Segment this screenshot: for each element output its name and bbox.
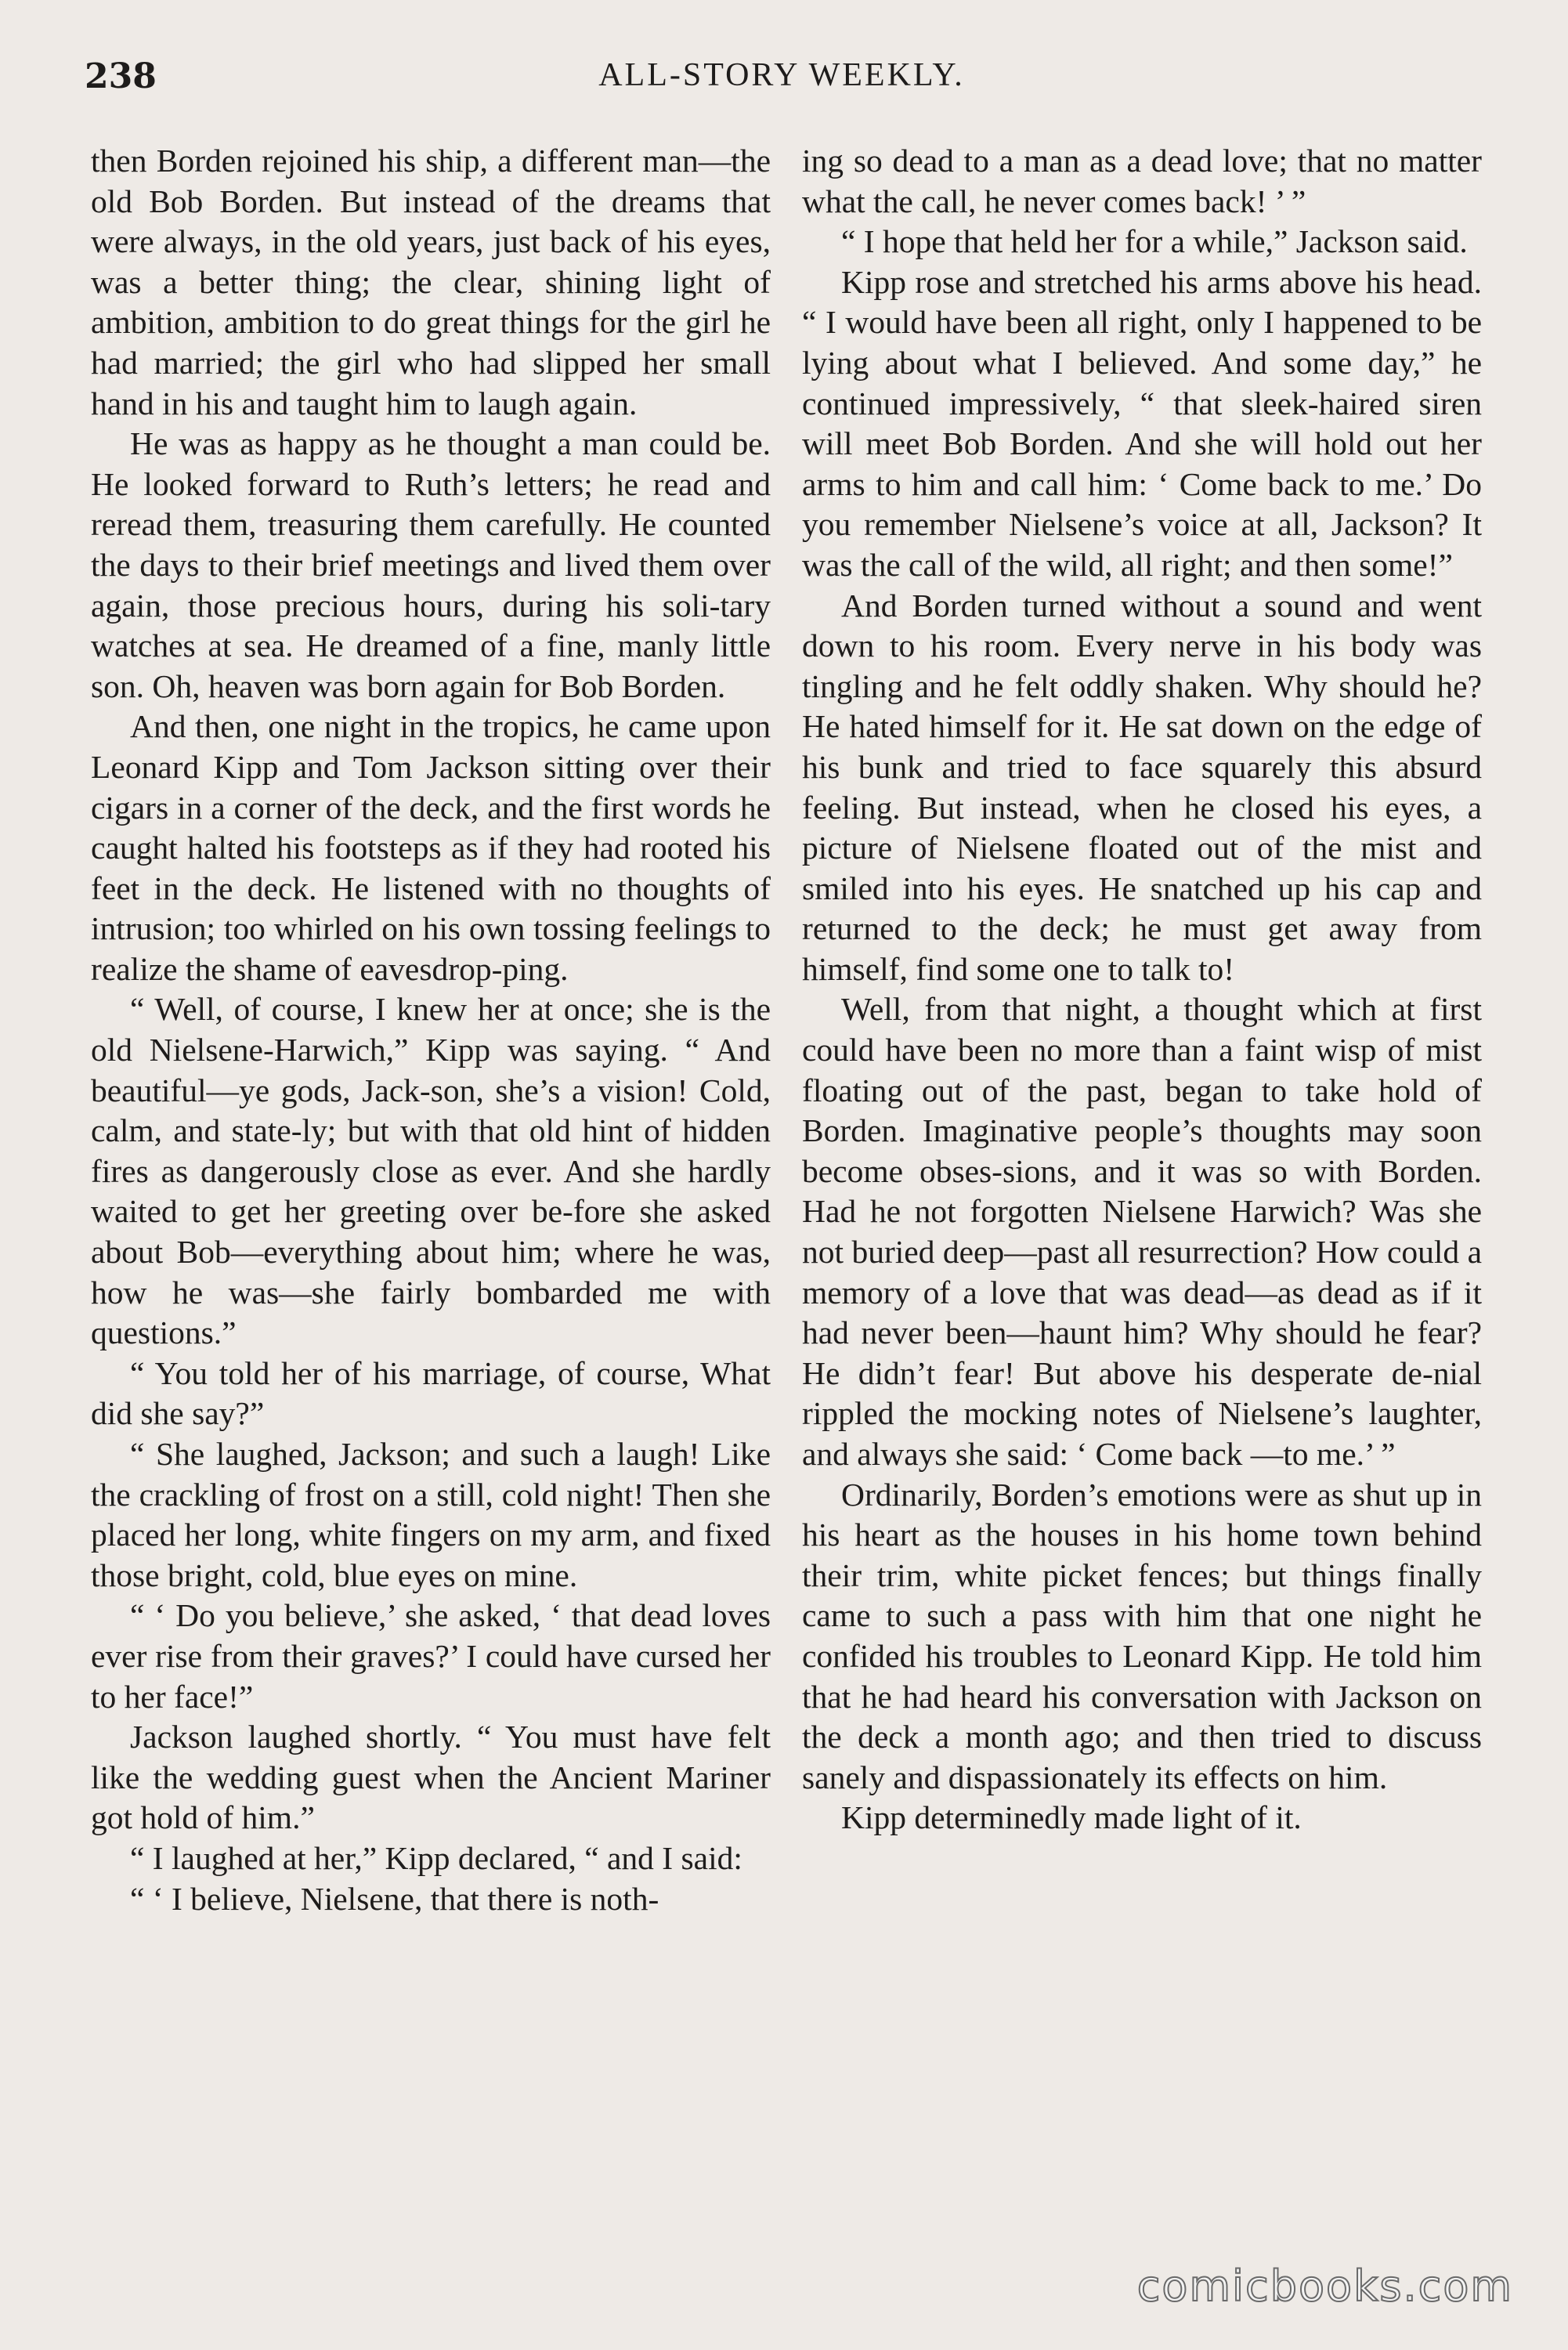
paragraph: ing so dead to a man as a dead love; that no matter what the call, he never comes back! ’ ” (802, 143, 1482, 219)
paragraph: “ I hope that held her for a while,” Jackson said. (841, 223, 1468, 260)
watermark: comicbooks.com (1136, 2261, 1513, 2311)
paragraph: then Borden rejoined his ship, a different man—the old Bob Borden. But instead of the dreams that were always, in the old years, just back of his eyes, was a better thing; the clear, shining light of ambition, ambition to do great things for the girl he had married; the girl who had slipped her small hand in his and taught him to laugh again. (91, 143, 771, 421)
paragraph: He was as happy as he thought a man could be. He looked forward to Ruth’s letters; he read and reread them, treasuring them carefully. He counted the days to their brief meetings and lived them over again, those precious hours, during his soli-tary watches at sea. He dreamed of a fine, manly little son. Oh, heaven was born again for Bob Borden. (91, 425, 771, 704)
paragraph: Ordinarily, Borden’s emotions were as shut up in his heart as the houses in his home town behind their trim, white picket fences; but things finally came to such a pass with him that one night he confided his troubles to Leonard Kipp. He told him that he had heard his conversation with Jackson on the deck a month ago; and then tried to discuss sanely and dispassionately its effects on him. (802, 1476, 1482, 1795)
paragraph: And Borden turned without a sound and went down to his room. Every nerve in his body was tingling and he felt oddly shaken. Why should he? He hated himself for it. He sat down on the edge of his bunk and tried to face squarely this absurd feeling. But instead, when he closed his eyes, a picture of Nielsene floated out of the mist and smiled into his eyes. He snatched up his cap and returned to the deck; he must get away from himself, find some one to talk to! (802, 587, 1482, 987)
page-number: 238 (85, 56, 157, 96)
left-column (91, 141, 771, 1919)
paragraph: “ ‘ I believe, Nielsene, that there is noth- (130, 1880, 659, 1917)
paragraph: “ She laughed, Jackson; and such a laugh! Like the crackling of frost on a still, cold night! Then she placed her long, white fingers on my arm, and fixed those bright, cold, blue eyes on mine. (91, 1436, 771, 1593)
right-column (802, 141, 1482, 1838)
paragraph: “ Well, of course, I knew her at once; she is the old Nielsene-Harwich,” Kipp was saying. “ And beautiful—ye gods, Jack-son, she’s a vision! Cold, calm, and state-ly; but with that old hint of hidden fires as dangerously close as ever. And she hardly waited to get her greeting over be-fore she asked about Bob—everything about him; where he was, how he was—she fairly bombarded me with questions.” (91, 991, 771, 1351)
paragraph: Kipp determinedly made light of it. (841, 1799, 1302, 1836)
paragraph: “ You told her of his marriage, of course, What did she say?” (91, 1354, 771, 1432)
paragraph: Jackson laughed shortly. “ You must have felt like the wedding guest when the Ancient Mariner got hold of him.” (91, 1719, 771, 1836)
paragraph: Well, from that night, a thought which at first could have been no more than a faint wisp of mist floating out of the past, began to take hold of Borden. Imaginative people’s thoughts may soon become obses-sions, and it was so with Borden. Had he not forgotten Nielsene Harwich? Was she not buried deep—past all resurrection? How could a memory of a love that was dead—as dead as if it had never been—haunt him? Why should he fear? He didn’t fear! But above his desperate de-nial rippled the mocking notes of Nielsene’s laughter, and always she said: ‘ Come back —to me.’ ” (802, 991, 1482, 1472)
paragraph: And then, one night in the tropics, he came upon Leonard Kipp and Tom Jackson sitting over their cigars in a corner of the deck, and the first words he caught halted his footsteps as if they had rooted his feet in the deck. He listened with no thoughts of intrusion; too whirled on his own tossing feelings to realize the shame of eavesdrop-ping. (91, 708, 771, 987)
paragraph: “ ‘ Do you believe,’ she asked, ‘ that dead loves ever rise from their graves?’ I could have cursed her to her face!” (91, 1597, 771, 1715)
paragraph: “ I laughed at her,” Kipp declared, “ and I said: (130, 1839, 742, 1876)
running-title: ALL-STORY WEEKLY. (598, 57, 965, 93)
paragraph: Kipp rose and stretched his arms above his head. “ I would have been all right, only I happened to be lying about what I believed. And some day,” he continued impressively, “ that sleek-haired siren will meet Bob Borden. And she will hold out her arms to him and call him: ‘ Come back to me.’ Do you remember Nielsene’s voice at all, Jackson? It was the call of the wild, all right; and then some!” (802, 263, 1482, 583)
page-header (85, 56, 1479, 111)
